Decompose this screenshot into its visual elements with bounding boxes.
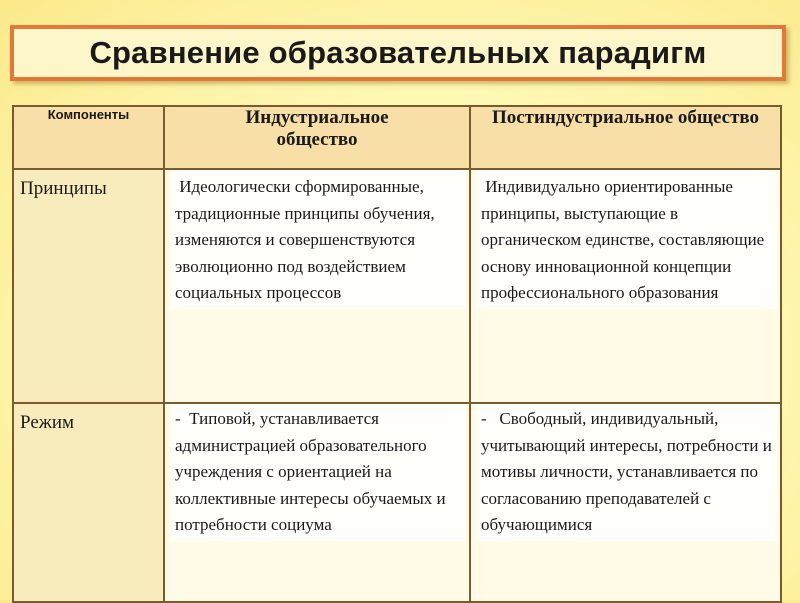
cell-text: Идеологически сформированные, традиционные принципы обучения, изменяются и совершенствуются эволюционно под воздействием социальных процессов: [171, 170, 466, 309]
header-postindustrial-text: Постиндустриальное общество: [491, 107, 760, 128]
row-label-mode: Режим: [13, 403, 164, 602]
cell-text: Индивидуально ориентированные принципы, выступающие в органическом единстве, составляющие основу инновационной концепции профессионального образования: [477, 170, 777, 309]
row-label-principles: Принципы: [13, 169, 164, 403]
cell-principles-postindustrial: [470, 169, 781, 403]
header-industrial-text: Индустриальное общество: [245, 107, 389, 150]
cell-principles-industrial: [164, 169, 470, 403]
header-postindustrial: [470, 106, 781, 169]
comparison-table: [12, 105, 782, 603]
cell-text: - Типовой, устанавливается администрацией образовательного учреждения с ориентацией на коллективные интересы обучаемых и потребности социума: [171, 404, 466, 541]
cell-mode-postindustrial: [470, 403, 781, 602]
table-row: [13, 169, 781, 403]
cell-mode-industrial: [164, 403, 470, 602]
page-title: Сравнение образовательных парадигм: [89, 35, 707, 70]
table-row: [13, 403, 781, 602]
table-header-row: [13, 106, 781, 169]
title-box: [10, 25, 786, 81]
header-industrial: [164, 106, 470, 169]
header-components: Компоненты: [13, 106, 164, 169]
cell-text: - Свободный, индивидуальный, учитывающий интересы, потребности и мотивы личности, устанавливается по согласованию преподавателей с обучающимися: [477, 404, 777, 541]
